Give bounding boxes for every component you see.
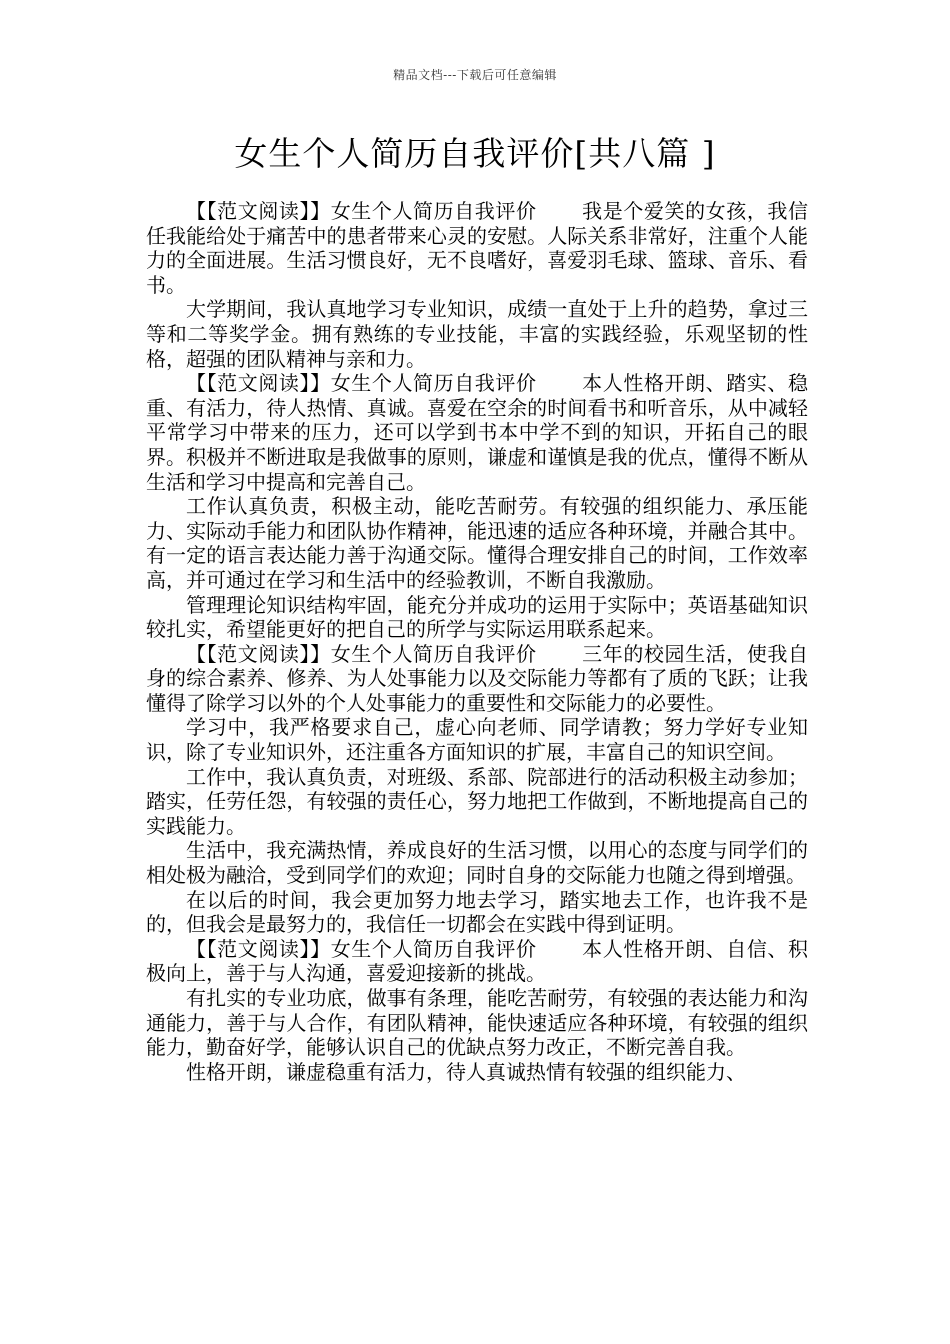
paragraph-text: 生活中，我充满热情，养成良好的生活习惯，以用心的态度与同学们的相处极为融洽，受到同学们的欢迎；同时自身的交际能力也随之得到增强。: [146, 838, 808, 888]
paragraph-text: 在以后的时间，我会更加努力地去学习，踏实地去工作，也许我不是的，但我会是最努力的，我信任一切都会在实践中得到证明。: [146, 887, 808, 937]
body-paragraph: [146, 297, 808, 371]
paragraph-text: 本人性格开朗、自信、积极向上，善于与人沟通，喜爱迎接新的挑战。: [146, 936, 809, 986]
body-paragraph: [146, 199, 808, 297]
paragraph-text: 本人性格开朗、踏实、稳重、有活力，待人热情、真诚。喜爱在空余的时间看书和听音乐，从中减轻平常学习中带来的压力，还可以学到书本中学不到的知识，开拓自己的眼界。积极并不断进取是我做事的原则，谦虚和谨慎是我的优点，懂得不断从生活和学习中提高和完善自己。: [146, 371, 809, 494]
paragraph-heading: 【【范文阅读】】女生个人简历自我评价: [186, 641, 537, 666]
paragraph-text: 管理理论知识结构牢固，能充分并成功的运用于实际中；英语基础知识较扎实，希望能更好的把自己的所学与实际运用联系起来。: [146, 592, 808, 642]
header-note: 精品文档---下载后可任意编辑: [393, 68, 557, 82]
body-paragraph: [146, 371, 808, 494]
paragraph-text: 性格开朗，谦虚稳重有活力，待人真诚热情有较强的组织能力、: [186, 1059, 746, 1084]
document-body: [146, 199, 808, 1084]
body-paragraph: [146, 838, 808, 887]
body-paragraph: [146, 715, 808, 764]
paragraph-text: 有扎实的专业功底，做事有条理，能吃苦耐劳，有较强的表达能力和沟通能力，善于与人合作，有团队精神，能快速适应各种环境，有较强的组织能力，勤奋好学，能够认识自己的优缺点努力改正，不断完善自我。: [146, 986, 808, 1060]
body-paragraph: [146, 765, 808, 839]
paragraph-text: 我是个爱笑的女孩，我信任我能给处于痛苦中的患者带来心灵的安慰。人际关系非常好，注重个人能力的全面进展。生活习惯良好，无不良嗜好，喜爱羽毛球、篮球、音乐、看书。: [146, 199, 809, 297]
paragraph-heading: 【【范文阅读】】女生个人简历自我评价: [186, 936, 537, 961]
body-paragraph: [146, 888, 808, 937]
body-paragraph: [146, 1060, 808, 1085]
body-paragraph: [146, 494, 808, 592]
paragraph-text: 工作认真负责，积极主动，能吃苦耐劳。有较强的组织能力、承压能力、实际动手能力和团队协作精神，能迅速的适应各种环境，并融合其中。有一定的语言表达能力善于沟通交际。懂得合理安排自己的时间，工作效率高，并可通过在学习和生活中的经验教训，不断自我激励。: [146, 494, 808, 592]
paragraph-text: 学习中，我严格要求自己，虚心向老师、同学请教；努力学好专业知识，除了专业知识外，还注重各方面知识的扩展，丰富自己的知识空间。: [146, 715, 808, 765]
paragraph-heading: 【【范文阅读】】女生个人简历自我评价: [186, 199, 537, 223]
paragraph-text: 工作中，我认真负责，对班级、系部、院部进行的活动积极主动参加；踏实，任劳任怨，有较强的责任心，努力地把工作做到，不断地提高自己的实践能力。: [146, 764, 808, 838]
paragraph-heading: 【【范文阅读】】女生个人简历自我评价: [186, 371, 537, 396]
body-paragraph: [146, 642, 808, 716]
body-paragraph: [146, 986, 808, 1060]
body-paragraph: [146, 937, 808, 986]
paragraph-text: 大学期间，我认真地学习专业知识，成绩一直处于上升的趋势，拿过三等和二等奖学金。拥有熟练的专业技能，丰富的实践经验，乐观坚韧的性格，超强的团队精神与亲和力。: [146, 297, 808, 371]
document-title: 女生个人简历自我评价[共八篇 ]: [234, 134, 716, 173]
body-paragraph: [146, 593, 808, 642]
paragraph-text: 三年的校园生活，使我自身的综合素养、修养、为人处事能力以及交际能力等都有了质的飞跃；让我懂得了除学习以外的个人处事能力的重要性和交际能力的必要性。: [146, 641, 809, 715]
